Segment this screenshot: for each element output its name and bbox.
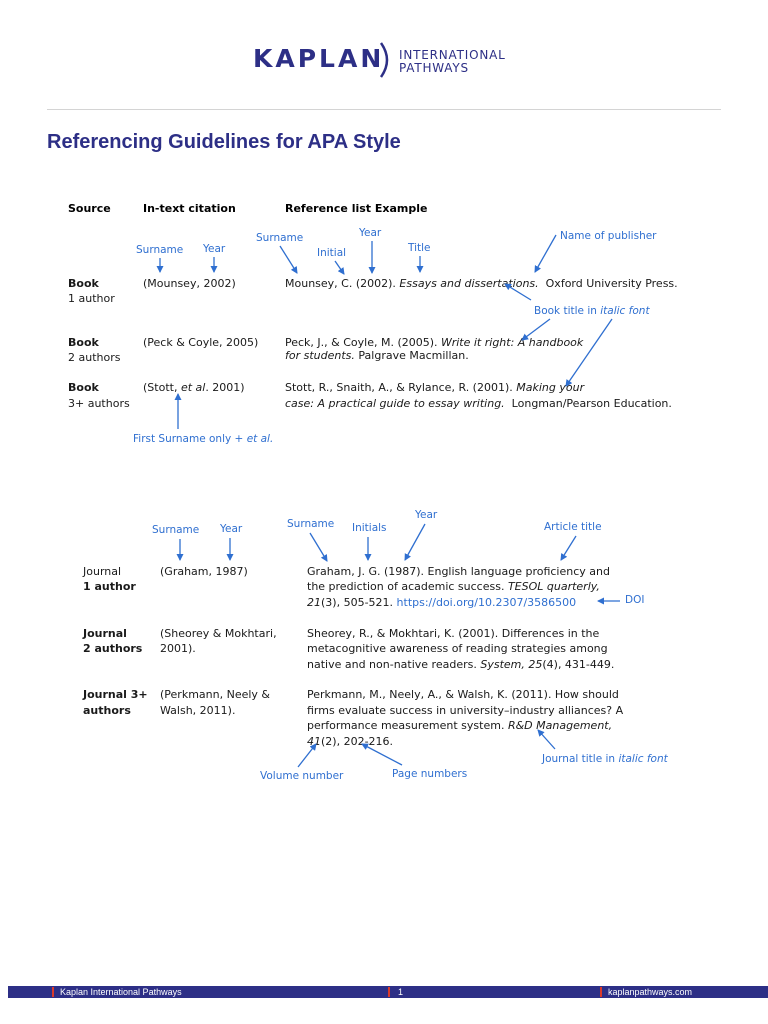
header-source: Source: [68, 202, 111, 215]
arrow-publisher: [535, 235, 556, 272]
book3-source-2: 3+ authors: [68, 397, 130, 410]
ann-first-surname: First Surname only + et al.: [133, 433, 274, 445]
book2-source-1: Book: [68, 336, 99, 349]
book1-source-2: 1 author: [68, 292, 115, 305]
journal3-intext-2: Walsh, 2011).: [160, 704, 236, 717]
ann-pages: Page numbers: [392, 768, 468, 780]
journal3-reference-3: performance measurement system. R&D Management,: [307, 719, 613, 732]
footer-mark-left: [52, 987, 54, 997]
book1-intext: (Mounsey, 2002): [143, 277, 236, 290]
journal3-reference-4: 41(2), 202-216.: [307, 735, 394, 748]
journal3-source-1: Journal 3+: [83, 688, 148, 701]
book2-intext: (Peck & Coyle, 2005): [143, 336, 259, 349]
ann-year-2: Year: [359, 227, 382, 239]
journal1-source-1: Journal: [83, 565, 122, 578]
journal1-source-2: 1 author: [83, 580, 136, 593]
journal2-reference-3: native and non-native readers. System, 25(4), 431-449.: [307, 658, 615, 671]
page-title: Referencing Guidelines for APA Style: [47, 131, 401, 153]
footer-mark-center: [388, 987, 390, 997]
ann-j-year-2: Year: [415, 509, 438, 521]
book2-reference-2: for students. Palgrave Macmillan.: [285, 349, 469, 362]
journal2-intext-1: (Sheorey & Mokhtari,: [160, 627, 277, 640]
logo-line-2: PATHWAYS: [399, 61, 469, 75]
ann-journal-italic: Journal title in italic font: [542, 753, 668, 765]
journal1-reference-2: the prediction of academic success. TESOL quarterly,: [307, 580, 600, 593]
journal3-reference-1: Perkmann, M., Neely, A., & Walsh, K. (2011). How should: [307, 688, 619, 701]
ann-j-initials: Initials: [352, 522, 387, 534]
arrow-j-surname-2: [310, 533, 327, 561]
book3-reference-1: Stott, R., Snaith, A., & Rylance, R. (2001). Making your: [285, 381, 585, 394]
ann-year: Year: [203, 243, 226, 255]
book3-intext: (Stott, et al. 2001): [143, 381, 245, 394]
journal3-intext-1: (Perkmann, Neely &: [160, 688, 270, 701]
book1-source-1: Book: [68, 277, 99, 290]
arrow-initial: [335, 261, 344, 274]
footer-mark-right: [600, 987, 602, 997]
ann-volume: Volume number: [260, 770, 344, 782]
book1-reference: Mounsey, C. (2002). Essays and dissertations. Oxford University Press.: [285, 277, 678, 290]
journal2-reference-2: metacognitive awareness of reading strategies among: [307, 642, 608, 655]
header-intext: In-text citation: [143, 202, 236, 215]
ann-j-surname-2: Surname: [287, 518, 335, 530]
ann-book-italic: Book title in italic font: [534, 305, 650, 317]
arrow-pages: [362, 744, 402, 765]
book3-reference-2: case: A practical guide to essay writing. Longman/Pearson Education.: [285, 397, 672, 410]
book2-source-2: 2 authors: [68, 351, 121, 364]
journal3-source-2: authors: [83, 704, 131, 717]
ann-article-title: Article title: [544, 521, 602, 533]
ann-title: Title: [408, 242, 431, 254]
ann-doi: DOI: [625, 594, 645, 606]
ann-publisher: Name of publisher: [560, 230, 657, 242]
journal1-reference-1: Graham, J. G. (1987). English language proficiency and: [307, 565, 610, 578]
arrow-j-year-2: [405, 524, 425, 560]
journal3-reference-2: firms evaluate success in university–industry alliances? A: [307, 704, 624, 717]
logo-brand: KAPLAN: [253, 44, 385, 73]
header-reference: Reference list Example: [285, 202, 428, 215]
logo-line-1: INTERNATIONAL: [399, 48, 506, 62]
arrow-surname-2: [280, 246, 297, 273]
journal2-intext-2: 2001).: [160, 642, 196, 655]
footer-right-link[interactable]: kaplanpathways.com: [608, 987, 693, 997]
footer-bar: [8, 986, 768, 998]
ann-initial: Initial: [317, 247, 347, 259]
journal2-source-2: 2 authors: [83, 642, 143, 655]
doi-link[interactable]: https://doi.org/10.2307/3586500: [396, 596, 577, 609]
book3-source-1: Book: [68, 381, 99, 394]
journal1-reference-3: 21(3), 505-521. https://doi.org/10.2307/3586500: [307, 596, 577, 609]
arrow-journal-italic: [538, 730, 555, 749]
journal2-source-1: Journal: [83, 627, 127, 640]
arrow-italic-2: [522, 319, 550, 340]
arrow-volume: [298, 744, 316, 767]
journal2-reference-1: Sheorey, R., & Mokhtari, K. (2001). Differences in the: [307, 627, 600, 640]
ann-surname-2: Surname: [256, 232, 304, 244]
arrow-italic-3: [566, 319, 612, 386]
ann-j-year: Year: [220, 523, 243, 535]
arrow-italic-1: [505, 284, 531, 300]
arrow-article-title: [561, 536, 576, 560]
footer-left: Kaplan International Pathways: [60, 987, 182, 997]
ann-surname: Surname: [136, 244, 184, 256]
footer-page-number: 1: [398, 987, 404, 997]
book2-reference-1: Peck, J., & Coyle, M. (2005). Write it right: A handbook: [285, 336, 584, 349]
journal1-intext: (Graham, 1987): [160, 565, 248, 578]
ann-j-surname: Surname: [152, 524, 200, 536]
